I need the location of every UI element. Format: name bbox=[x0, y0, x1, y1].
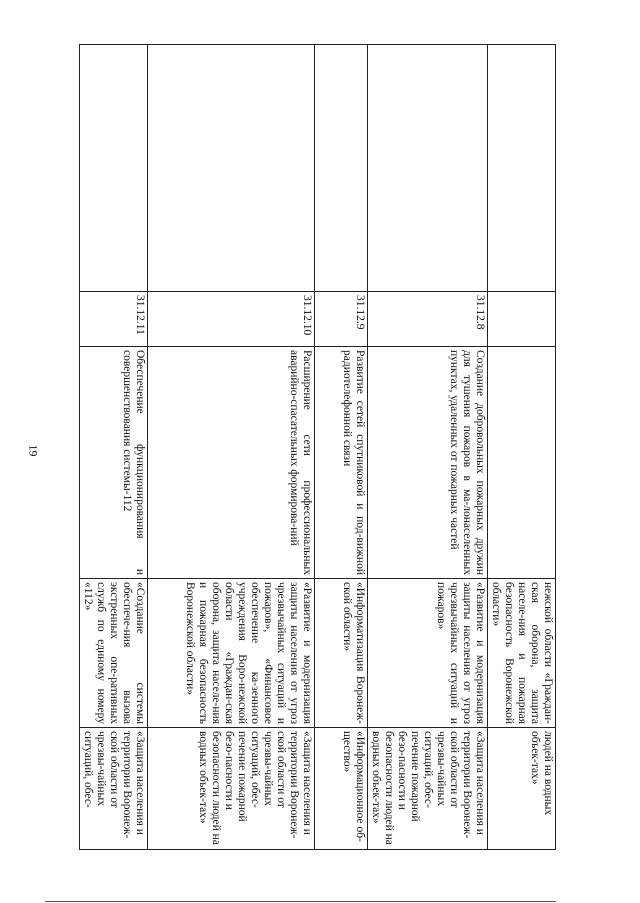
table-row bbox=[488, 45, 556, 850]
row-code: 31.12.11 bbox=[80, 292, 148, 347]
row-code: 31.12.9 bbox=[315, 292, 368, 347]
row-goal: людей на водных объек-тах» bbox=[488, 728, 556, 850]
row-program: нежской области «Граждан-ская оборона, защита населе-ния и пожарная безопасность Воронежской области» bbox=[488, 579, 556, 728]
row-program: «Развитие и модернизация защиты населения от угроз чрезвычайных ситуаций и пожаров», «Финансовое обеспечение ка-зенного учреждения Воро-нежской области «Граждан-ская оборона, защита населе-ния и пожарная безопасность Воронежской области» bbox=[148, 579, 315, 728]
row-name: Развитие сетей спутниковой и под-вижной радиотелефонной связи bbox=[315, 347, 368, 579]
row-code: 31.12.8 bbox=[368, 292, 488, 347]
programs-table bbox=[79, 44, 556, 850]
empty-cell bbox=[148, 45, 315, 292]
empty-cell bbox=[315, 45, 368, 292]
row-program: «Создание системы обеспече-ния вызова экстренных опе-ративных служб по единому номеру «112» bbox=[80, 579, 148, 728]
row-program: «Информатизация Воронеж-ской области» bbox=[315, 579, 368, 728]
row-goal: «Защита населения и территории Воронеж-ской области от чрезвы-чайных ситуаций, обес-печение пожарной безо-пасности и безопасности людей на водных объек-тах» bbox=[368, 728, 488, 850]
row-name: Расширение сети профессиональных аварийно-спасательных формирова-ний bbox=[148, 347, 315, 579]
row-goal: «Защита населения и территории Воронеж-ской области от чрезвы-чайных ситуаций, обес-печение пожарной безо-пасности и безопасности людей на водных объек-тах» bbox=[148, 728, 315, 850]
row-goal: «Защита населения и территории Воронеж-ской области от чрезвы-чайных ситуаций, обес- bbox=[80, 728, 148, 850]
row-code bbox=[488, 292, 556, 347]
empty-cell bbox=[368, 45, 488, 292]
empty-cell bbox=[488, 45, 556, 292]
row-name bbox=[488, 347, 556, 579]
row-code: 31.12.10 bbox=[148, 292, 315, 347]
row-goal: «Информационное об-щество» bbox=[315, 728, 368, 850]
bottom-rule bbox=[45, 901, 556, 902]
row-name: Создание добровольных пожарных дружин для тушения пожаров в ма-лонаселенных пунктах, удаленных от пожарных частей bbox=[368, 347, 488, 579]
table-row bbox=[80, 45, 148, 850]
rotated-table-wrapper bbox=[84, 44, 556, 849]
table-row bbox=[315, 45, 368, 850]
row-name: Обеспечение функционирования и совершенствования системы-112 bbox=[80, 347, 148, 579]
row-program: «Развитие и модернизация защиты населения от угроз чрезвычайных ситуаций и пожаров» bbox=[368, 579, 488, 728]
table-row bbox=[368, 45, 488, 850]
table-row bbox=[148, 45, 315, 850]
empty-cell bbox=[80, 45, 148, 292]
page-number: 19 bbox=[26, 444, 41, 457]
